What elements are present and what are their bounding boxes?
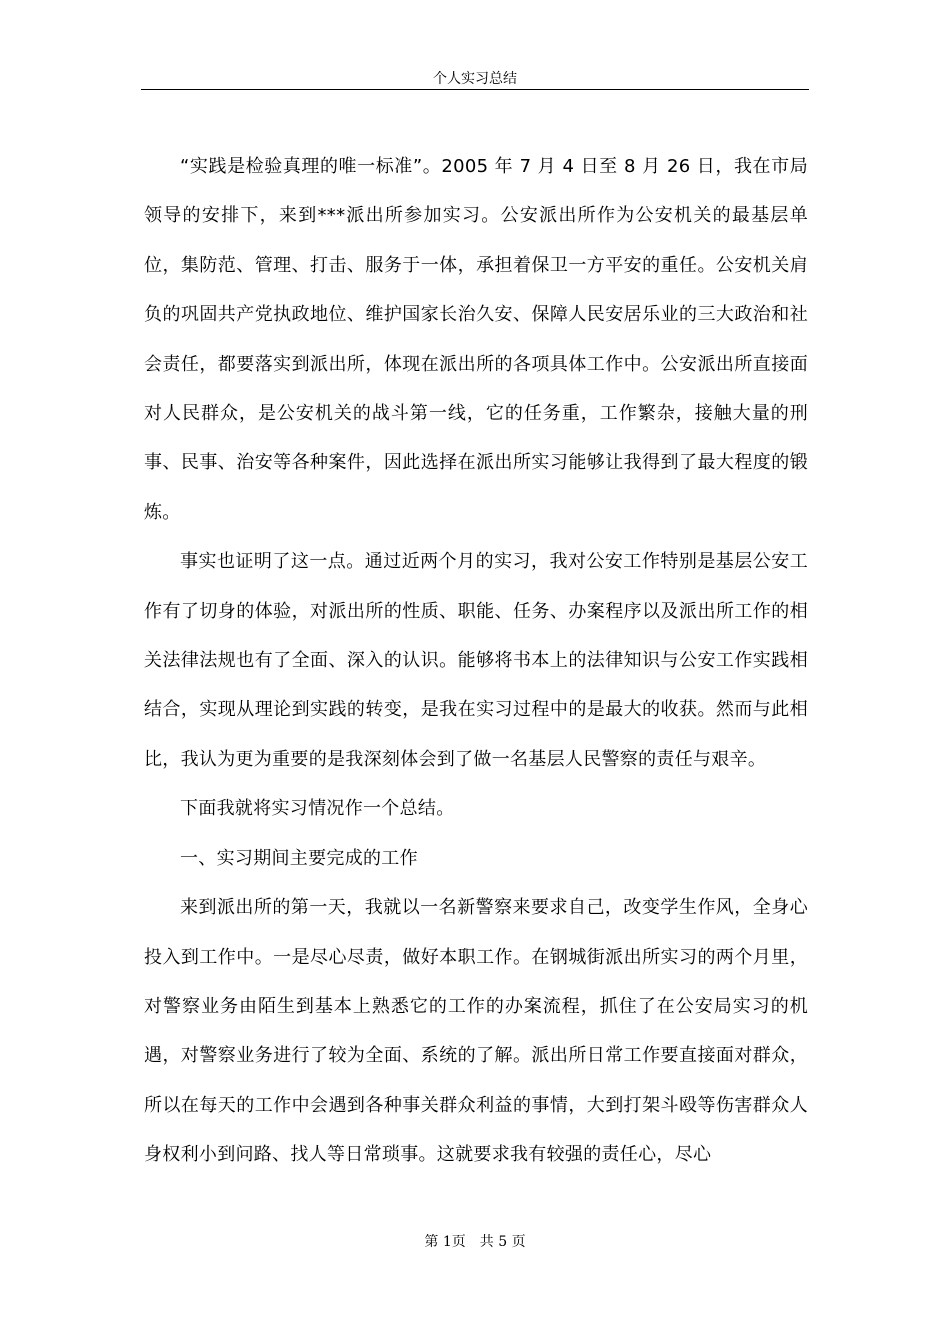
paragraph-1: “实践是检验真理的唯一标准”。2005 年 7 月 4 日至 8 月 26 日，我在市局领导的安排下，来到***派出所参加实习。公安派出所作为公安机关的最基层单位，集防范、管理、打击、服务于一体，承担着保卫一方平安的重任。公安机关肩负的巩固共产党执政地位、维护国家长治久安、保障人民安居乐业的三大政治和社会责任，都要落实到派出所，体现在派出所的各项具体工作中。公安派出所直接面对人民群众，是公安机关的战斗第一线，它的任务重，工作繁杂，接触大量的刑事、民事、治安等各种案件，因此选择在派出所实习能够让我得到了最大程度的锻炼。 — [144, 156, 808, 523]
paragraph-3: 下面我就将实习情况作一个总结。 — [180, 798, 455, 820]
paragraph-4: 来到派出所的第一天，我就以一名新警察来要求自己，改变学生作风，全身心投入到工作中。一是尽心尽责，做好本职工作。在钢城街派出所实习的两个月里，对警察业务由陌生到基本上熟悉它的工作的办案流程，抓住了在公安局实习的机遇，对警察业务进行了较为全面、系统的了解。派出所日常工作要直接面对群众，所以在每天的工作中会遇到各种事关群众利益的事情，大到打架斗殴等伤害群众人身权利小到问路、找人等日常琐事。这就要求我有较强的责任心，尽心 — [144, 897, 808, 1166]
page-number: 第 1页 共 5 页 — [424, 1234, 526, 1250]
section-heading: 一、实习期间主要完成的工作 — [180, 847, 418, 869]
document-body — [144, 142, 808, 1180]
paragraph-2: 事实也证明了这一点。通过近两个月的实习，我对公安工作特别是基层公安工作有了切身的体验，对派出所的性质、职能、任务、办案程序以及派出所工作的相关法律法规也有了全面、深入的认识。能够将书本上的法律知识与公安工作实践相结合，实现从理论到实践的转变，是我在实习过程中的是最大的收获。然而与此相比，我认为更为重要的是我深刻体会到了做一名基层人民警察的责任与艰辛。 — [144, 551, 808, 770]
header-divider — [141, 89, 809, 90]
page-header-title: 个人实习总结 — [433, 71, 517, 87]
